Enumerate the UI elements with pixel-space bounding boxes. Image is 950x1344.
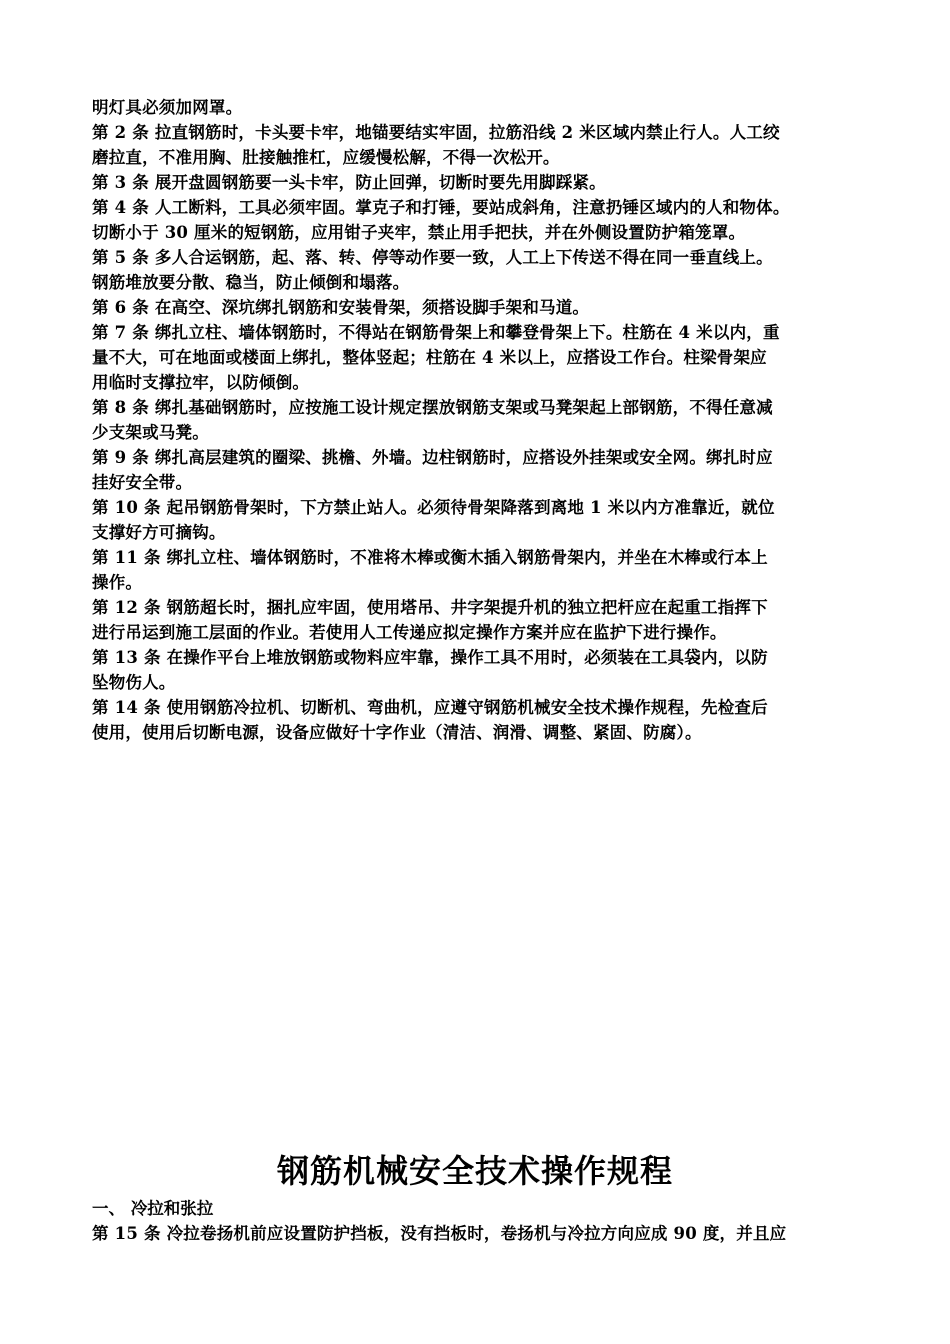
text-line: 用临时支撑拉牢，以防倾倒。 bbox=[92, 373, 310, 392]
text-line: 第 5 条 多人合运钢筋，起、落、转、停等动作要一致，人工上下传送不得在同一垂直线上。 bbox=[92, 248, 773, 267]
text-line: 少支架或马凳。 bbox=[92, 423, 209, 442]
text-line: 钢筋堆放要分散、稳当，防止倾倒和塌落。 bbox=[92, 273, 410, 292]
text-line: 第 6 条 在高空、深坑绑扎钢筋和安装骨架，须搭设脚手架和马道。 bbox=[92, 298, 590, 317]
text-line: 第 14 条 使用钢筋冷拉机、切断机、弯曲机，应遵守钢筋机械安全技术操作规程，先检查后 bbox=[92, 698, 768, 717]
text-line: 第 8 条 绑扎基础钢筋时，应按施工设计规定摆放钢筋支架或马凳架起上部钢筋，不得任意减 bbox=[92, 398, 773, 417]
text-line: 坠物伤人。 bbox=[92, 673, 176, 692]
text-line: 切断小于 30 厘米的短钢筋，应用钳子夹牢，禁止用手把扶，并在外侧设置防护箱笼罩。 bbox=[92, 223, 746, 242]
text-line: 第 15 条 冷拉卷扬机前应设置防护挡板，没有挡板时，卷扬机与冷拉方向应成 90 度，并且应 bbox=[92, 1224, 787, 1243]
text-line: 第 4 条 人工断料，工具必须牢固。掌克子和打锤，要站成斜角，注意扔锤区域内的人和物体。 bbox=[92, 198, 790, 217]
text-line: 第 13 条 在操作平台上堆放钢筋或物料应牢靠，操作工具不用时，必须装在工具袋内，以防 bbox=[92, 648, 768, 667]
text-line: 使用，使用后切断电源，设备应做好十字作业（清洁、润滑、调整、紧固、防腐）。 bbox=[92, 723, 702, 742]
text-line: 第 3 条 展开盘圆钢筋要一头卡牢，防止回弹，切断时要先用脚踩紧。 bbox=[92, 173, 606, 192]
text-line: 支撑好方可摘钩。 bbox=[92, 523, 226, 542]
text-line: 第 10 条 起吊钢筋骨架时，下方禁止站人。必须待骨架降落到离地 1 米以内方准靠近，就位 bbox=[92, 498, 775, 517]
text-line: 第 7 条 绑扎立柱、墙体钢筋时，不得站在钢筋骨架上和攀登骨架上下。柱筋在 4 米以内，重 bbox=[92, 323, 780, 342]
text-line: 磨拉直，不准用胸、肚接触推杠，应缓慢松解，不得一次松开。 bbox=[92, 148, 560, 167]
text-line: 进行吊运到施工层面的作业。若使用人工传递应拟定操作方案并应在监护下进行操作。 bbox=[92, 623, 727, 642]
text-line: 操作。 bbox=[92, 573, 143, 592]
text-line: 第 12 条 钢筋超长时，捆扎应牢固，使用塔吊、井字架提升机的独立把杆应在起重工指挥下 bbox=[92, 598, 768, 617]
text-line: 第 11 条 绑扎立柱、墙体钢筋时，不准将木棒或衡木插入钢筋骨架内，并坐在木棒或行本上 bbox=[92, 548, 768, 567]
text-line: 第 2 条 拉直钢筋时，卡头要卡牢，地锚要结实牢固，拉筋沿线 2 米区域内禁止行人。人工绞 bbox=[92, 123, 780, 142]
text-line: 第 9 条 绑扎高层建筑的圈梁、挑檐、外墙。边柱钢筋时，应搭设外挂架或安全网。绑扎时应 bbox=[92, 448, 773, 467]
regulation-body bbox=[92, 95, 872, 745]
text-line: 量不大，可在地面或楼面上绑扎，整体竖起；柱筋在 4 米以上，应搭设工作台。柱梁骨架应 bbox=[92, 348, 767, 367]
section-title: 一、 冷拉和张拉 bbox=[92, 1199, 214, 1218]
text-line: 明灯具必须加网罩。 bbox=[92, 98, 243, 117]
document-heading: 钢筋机械安全技术操作规程 bbox=[276, 1152, 673, 1190]
text-line: 挂好安全带。 bbox=[92, 473, 193, 492]
